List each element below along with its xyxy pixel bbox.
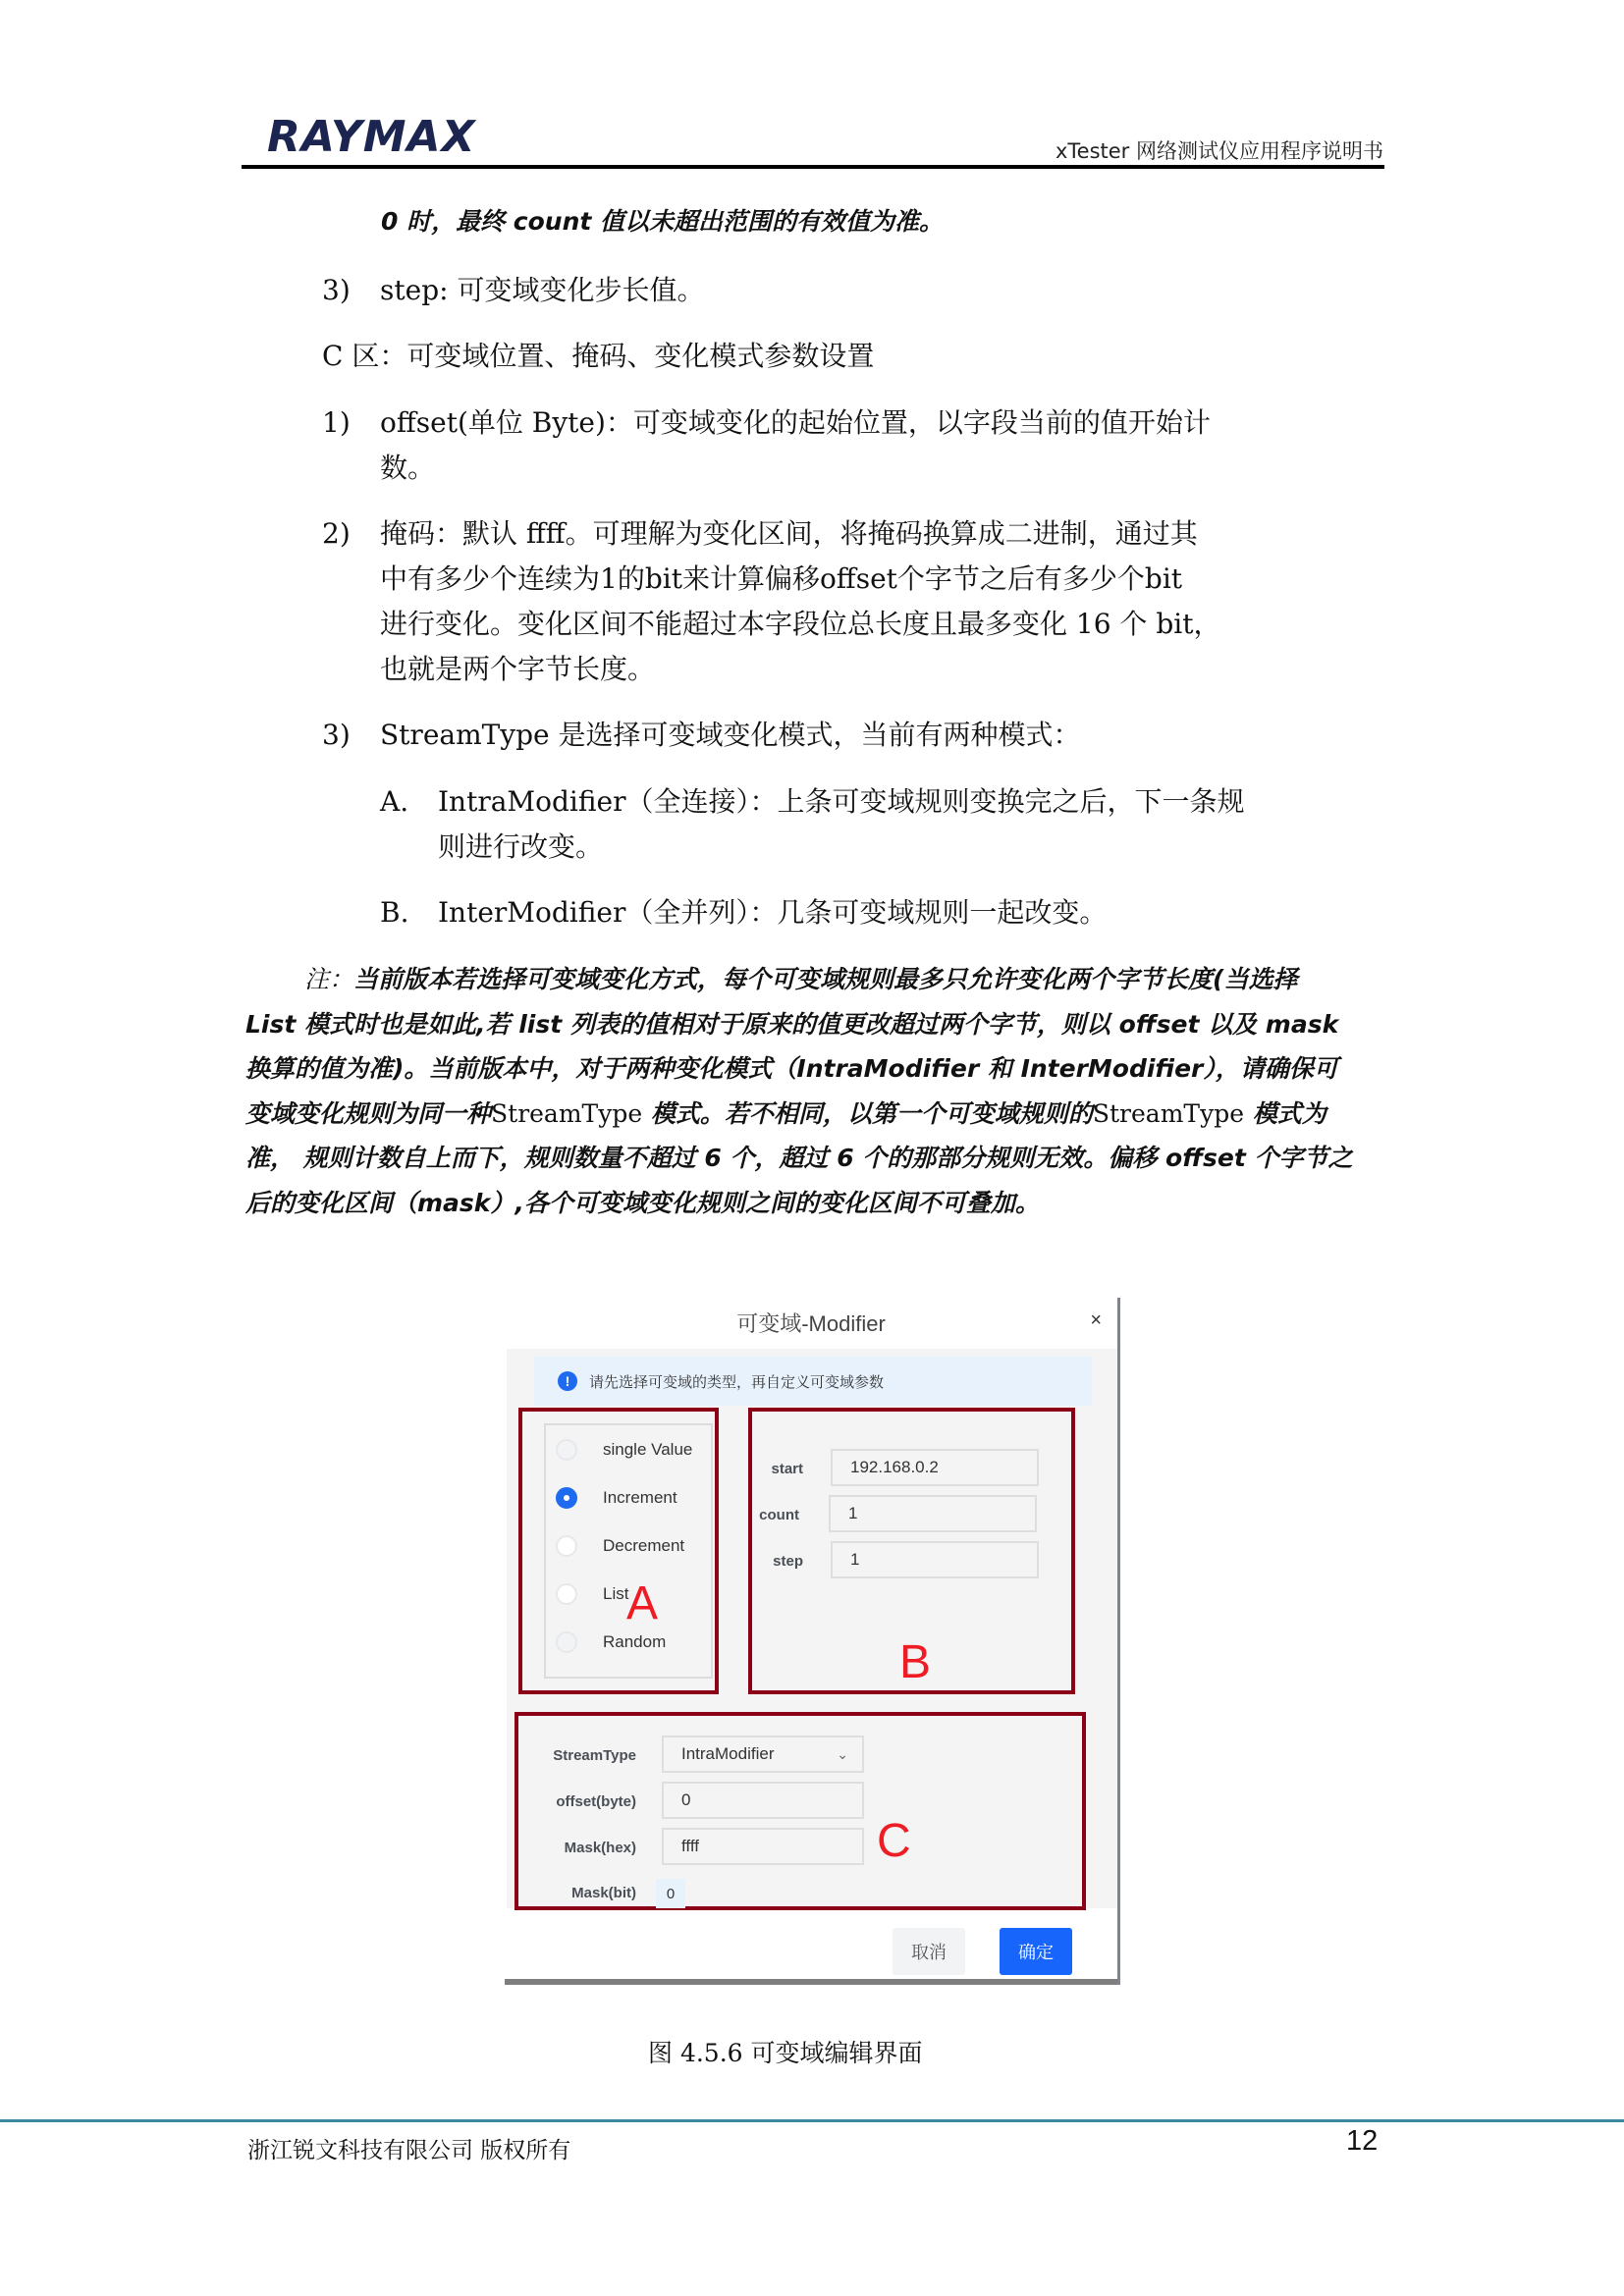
svg-text:RAYMAX: RAYMAX bbox=[267, 112, 476, 161]
mask-hex-label: Mask(hex) bbox=[564, 1840, 636, 1856]
intermodifier-description: InterModifier（全并列）：几条可变域规则一起改变。 bbox=[438, 896, 1108, 929]
offset-label: offset(byte) bbox=[556, 1793, 636, 1810]
section-c-heading: C 区：可变域位置、掩码、变化模式参数设置 bbox=[322, 340, 875, 372]
mask-bit-value: 0 bbox=[656, 1879, 685, 1908]
mask-description-line: 也就是两个字节长度。 bbox=[380, 653, 656, 685]
start-input[interactable]: 192.168.0.2 bbox=[831, 1449, 1039, 1486]
chevron-down-icon: ⌄ bbox=[837, 1745, 848, 1762]
radio-button[interactable] bbox=[556, 1439, 577, 1461]
confirm-button[interactable]: 确定 bbox=[1000, 1928, 1072, 1975]
list-number: 3) bbox=[322, 274, 351, 306]
radio-button[interactable] bbox=[556, 1535, 577, 1557]
info-icon: ! bbox=[558, 1371, 577, 1391]
mask-bit-label: Mask(bit) bbox=[571, 1885, 636, 1901]
offset-input[interactable]: 0 bbox=[662, 1782, 864, 1819]
list-number: 3) bbox=[322, 719, 351, 751]
list-letter: B. bbox=[380, 896, 409, 929]
intramodifier-description-line: 则进行改变。 bbox=[438, 830, 604, 863]
list-number: 1) bbox=[322, 406, 351, 439]
version-note: 注：当前版本若选择可变域变化方式，每个可变域规则最多只允许变化两个字节长度(当选择 List 模式时也是如此,若 list 列表的值相对于原来的值更改超过两个字节，则以 offset 以及 mask 换算的值为准)。当前版本中，对于两种变化模式（IntraModifier 和 InterModifier），请确保可变域变化规则为同一种StreamType 模式。若不相同，以第一个可变域规则的StreamType 模式为准， 规则计数自上而下，规则数量不超过 6 个，超过 6 个的那部分规则无效。偏移 offset 个字节之后的变化区间（mask）,各个可变域变化规则之间的变化区间不可叠加。 bbox=[245, 965, 1353, 1217]
info-banner bbox=[534, 1357, 1092, 1406]
document-title: xTester 网络测试仪应用程序说明书 bbox=[1055, 139, 1383, 163]
offset-description-line: offset(单位 Byte)：可变域变化的起始位置，以字段当前的值开始计 bbox=[380, 406, 1211, 439]
intramodifier-description-line: IntraModifier（全连接）：上条可变域规则变换完之后，下一条规 bbox=[438, 785, 1245, 818]
mask-description-line: 中有多少个连续为1的bit来计算偏移offset个字节之后有多少个bit bbox=[380, 562, 1183, 595]
modifier-dialog-screenshot bbox=[505, 1298, 1120, 1985]
footer-divider bbox=[0, 2119, 1624, 2122]
step-description: step: 可变域变化步长值。 bbox=[380, 274, 705, 306]
close-icon[interactable]: × bbox=[1090, 1309, 1102, 1331]
count-input[interactable]: 1 bbox=[829, 1495, 1037, 1532]
mask-hex-input[interactable]: ffff bbox=[662, 1828, 864, 1865]
zone-b-label: B bbox=[899, 1636, 932, 1688]
radio-option-list[interactable]: List bbox=[556, 1579, 628, 1609]
step-label: step bbox=[773, 1553, 803, 1570]
mask-description-line: 掩码：默认 ffff。可理解为变化区间，将掩码换算成二进制，通过其 bbox=[380, 517, 1198, 550]
step-input[interactable]: 1 bbox=[831, 1541, 1039, 1578]
zone-c-position-mask-mode bbox=[514, 1712, 1086, 1910]
radio-option-single-value[interactable]: single Value bbox=[556, 1435, 692, 1465]
header-divider bbox=[242, 165, 1384, 169]
mask-description-line: 进行变化。变化区间不能超过本字段位总长度且最多变化 16 个 bit， bbox=[380, 608, 1221, 640]
offset-description-line: 数。 bbox=[380, 452, 436, 484]
list-number: 2) bbox=[322, 517, 351, 550]
count-label: count bbox=[759, 1507, 799, 1523]
raymax-logo bbox=[267, 110, 522, 161]
zone-c-label: C bbox=[877, 1815, 911, 1867]
note-prefix: 注： bbox=[304, 965, 354, 993]
streamtype-label: StreamType bbox=[553, 1747, 636, 1764]
streamtype-select[interactable]: IntraModifier ⌄ bbox=[662, 1735, 864, 1773]
dialog-title: 可变域-Modifier bbox=[736, 1311, 886, 1336]
list-letter: A. bbox=[380, 785, 409, 818]
zone-a-label: A bbox=[626, 1577, 659, 1629]
copyright-text: 浙江锐文科技有限公司 版权所有 bbox=[247, 2138, 571, 2163]
radio-option-random[interactable]: Random bbox=[556, 1628, 666, 1657]
radio-button[interactable] bbox=[556, 1583, 577, 1605]
background-hex-dump bbox=[505, 1979, 1117, 1985]
radio-option-decrement[interactable]: Decrement bbox=[556, 1531, 684, 1561]
radio-option-increment[interactable]: Increment bbox=[556, 1483, 677, 1513]
radio-button[interactable] bbox=[556, 1631, 577, 1653]
cancel-button[interactable]: 取消 bbox=[893, 1928, 965, 1975]
page-number: 12 bbox=[1346, 2125, 1379, 2157]
dialog-body bbox=[507, 1349, 1117, 1908]
radio-button-selected[interactable] bbox=[556, 1487, 577, 1509]
zone-a-modifier-type bbox=[518, 1408, 719, 1694]
count-note-tail: 0 时，最终 count 值以未超出范围的有效值为准。 bbox=[381, 207, 945, 236]
figure-caption: 图 4.5.6 可变域编辑界面 bbox=[648, 2039, 923, 2067]
modifier-type-radio-group bbox=[544, 1423, 713, 1679]
zone-b-value-params bbox=[748, 1408, 1075, 1694]
start-label: start bbox=[771, 1461, 803, 1477]
streamtype-description: StreamType 是选择可变域变化模式，当前有两种模式： bbox=[380, 719, 1081, 751]
info-text: 请先选择可变域的类型，再自定义可变域参数 bbox=[589, 1372, 885, 1391]
